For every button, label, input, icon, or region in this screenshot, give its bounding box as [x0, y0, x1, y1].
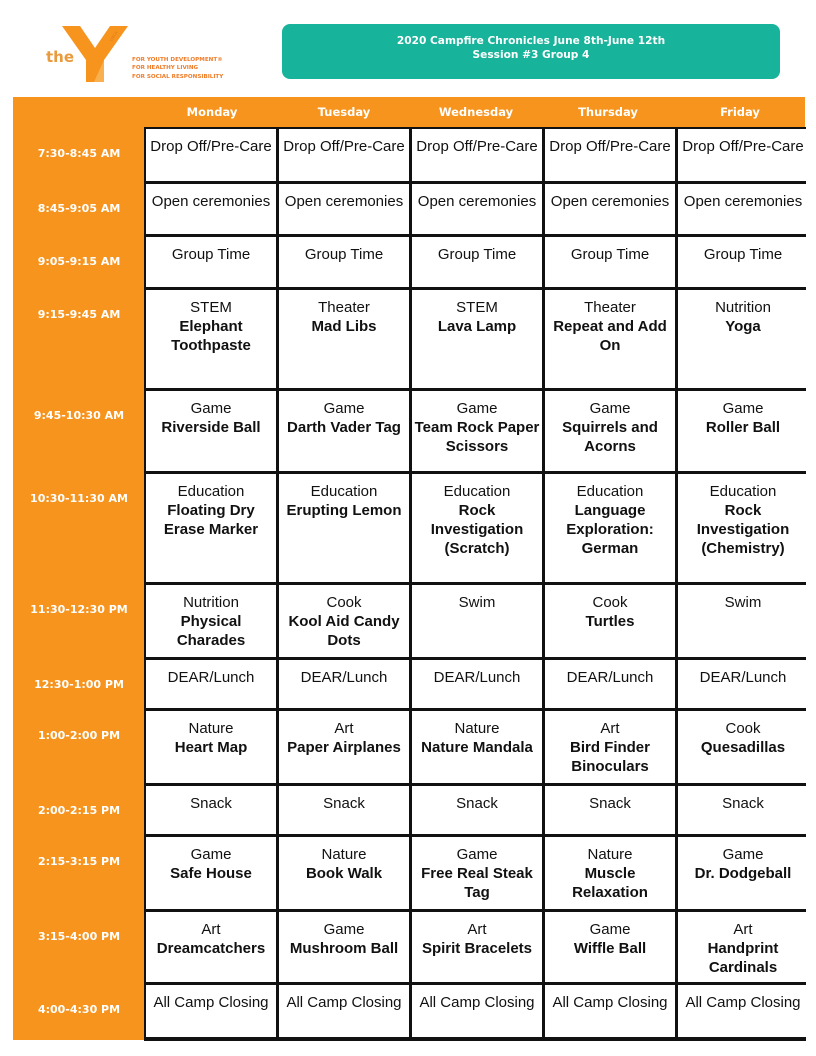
time-slot-label: 2:00-2:15 PM — [37, 804, 121, 817]
schedule-cell — [545, 391, 675, 471]
activity-category: Swim — [724, 594, 762, 611]
activity-category: Snack — [190, 795, 232, 812]
activity-name: Kool Aid Candy Dots — [288, 613, 400, 649]
day-header-thursday: Thursday — [578, 105, 638, 119]
schedule-cell — [678, 391, 808, 471]
schedule-cell — [545, 129, 675, 181]
schedule-cell — [545, 184, 675, 234]
activity-category: Nature — [454, 720, 500, 737]
schedule-cell — [412, 912, 542, 982]
schedule-cell — [412, 786, 542, 834]
schedule-cell — [412, 290, 542, 388]
activity-category: Group Time — [171, 246, 251, 263]
activity-category: DEAR/Lunch — [699, 669, 787, 686]
schedule-cell — [279, 912, 409, 982]
schedule-cell — [412, 585, 542, 657]
schedule-cell — [545, 837, 675, 909]
activity-name: Nature Mandala — [421, 739, 533, 756]
activity-category: Drop Off/Pre-Care — [549, 138, 671, 155]
banner-title: 2020 Campfire Chronicles June 8th-June 12th — [396, 35, 666, 47]
activity-name: Safe House — [170, 865, 252, 882]
schedule-cell — [678, 985, 808, 1037]
day-header-wednesday: Wednesday — [438, 105, 514, 119]
activity-category: Open ceremonies — [284, 193, 404, 210]
activity-category: Art — [733, 921, 753, 938]
activity-category: Education — [443, 483, 511, 500]
activity-name: Quesadillas — [700, 739, 786, 756]
activity-category: Open ceremonies — [550, 193, 670, 210]
activity-category: Game — [722, 846, 764, 863]
schedule-cell — [678, 585, 808, 657]
activity-category: Cook — [592, 594, 628, 611]
activity-name: Rock Investigation (Chemistry) — [696, 502, 790, 557]
schedule-cell — [545, 912, 675, 982]
activity-name: Spirit Bracelets — [421, 940, 533, 957]
activity-name: Mushroom Ball — [289, 940, 399, 957]
activity-category: Education — [576, 483, 644, 500]
activity-name: Handprint Cardinals — [707, 940, 779, 976]
activity-category: Game — [589, 921, 631, 938]
schedule-cell — [678, 660, 808, 708]
activity-category: Snack — [456, 795, 498, 812]
activity-category: Education — [709, 483, 777, 500]
activity-category: Cook — [326, 594, 362, 611]
schedule-cell — [545, 711, 675, 783]
activity-category: Game — [323, 400, 365, 417]
schedule-cell — [279, 711, 409, 783]
activity-category: All Camp Closing — [153, 994, 269, 1011]
time-slot-label: 1:00-2:00 PM — [37, 729, 121, 742]
activity-name: Turtles — [585, 613, 635, 630]
activity-name: Lava Lamp — [437, 318, 517, 335]
activity-category: Theater — [584, 299, 636, 316]
activity-name: Elephant Toothpaste — [171, 318, 251, 354]
schedule-cell — [146, 237, 276, 287]
activity-category: Art — [467, 921, 487, 938]
activity-name: Squirrels and Acorns — [562, 419, 658, 455]
schedule-cell — [279, 786, 409, 834]
banner-subtitle: Session #3 Group 4 — [472, 49, 590, 61]
activity-name: Roller Ball — [705, 419, 781, 436]
schedule-cell — [678, 184, 808, 234]
schedule-cell — [279, 585, 409, 657]
title-banner — [282, 24, 780, 79]
schedule-cell — [678, 912, 808, 982]
time-slot-label: 11:30-12:30 PM — [30, 603, 128, 616]
activity-name: Heart Map — [174, 739, 248, 756]
time-slot-label: 12:30-1:00 PM — [34, 678, 124, 691]
activity-name: Bird Finder Binoculars — [569, 739, 650, 775]
activity-category: Game — [589, 400, 631, 417]
schedule-cell — [412, 660, 542, 708]
schedule-cell — [146, 912, 276, 982]
activity-category: Game — [722, 400, 764, 417]
schedule-cell — [146, 985, 276, 1037]
time-slot-label: 4:00-4:30 PM — [37, 1003, 121, 1016]
time-slot-label: 9:05-9:15 AM — [37, 255, 121, 268]
activity-name: Rock Investigation (Scratch) — [430, 502, 524, 557]
schedule-cell — [412, 237, 542, 287]
schedule-cell — [412, 985, 542, 1037]
time-slot-label: 9:15-9:45 AM — [37, 308, 121, 321]
activity-name: Paper Airplanes — [287, 739, 401, 756]
schedule-cell — [678, 474, 808, 582]
schedule-cell — [678, 786, 808, 834]
activity-category: DEAR/Lunch — [300, 669, 388, 686]
schedule-cell — [545, 585, 675, 657]
activity-category: Snack — [589, 795, 631, 812]
activity-name: Mad Libs — [311, 318, 377, 335]
activity-category: Nature — [587, 846, 633, 863]
activity-category: Nature — [321, 846, 367, 863]
activity-category: Nature — [188, 720, 234, 737]
activity-name: Dreamcatchers — [156, 940, 266, 957]
schedule-cell — [146, 837, 276, 909]
ymca-y-icon — [60, 24, 130, 84]
schedule-cell — [412, 129, 542, 181]
schedule-cell — [279, 237, 409, 287]
schedule-cell — [678, 129, 808, 181]
day-header-monday: Monday — [186, 105, 238, 119]
time-slot-label: 7:30-8:45 AM — [37, 147, 121, 160]
activity-name: Riverside Ball — [161, 419, 261, 436]
activity-category: Group Time — [703, 246, 783, 263]
activity-category: Nutrition — [183, 594, 239, 611]
schedule-cell — [279, 985, 409, 1037]
activity-category: Drop Off/Pre-Care — [682, 138, 804, 155]
schedule-cell — [146, 660, 276, 708]
schedule-cell — [279, 474, 409, 582]
schedule-cell — [146, 474, 276, 582]
schedule-cell — [146, 711, 276, 783]
schedule-cell — [412, 711, 542, 783]
schedule-cell — [146, 585, 276, 657]
activity-category: Theater — [318, 299, 370, 316]
logo-the-text: the — [46, 48, 75, 66]
activity-category: Cook — [725, 720, 761, 737]
activity-name: Muscle Relaxation — [572, 865, 648, 901]
schedule-cell — [279, 290, 409, 388]
activity-name: Repeat and Add On — [553, 318, 667, 354]
activity-name: Erupting Lemon — [286, 502, 402, 519]
activity-category: Nutrition — [715, 299, 771, 316]
activity-category: Game — [190, 846, 232, 863]
activity-name: Darth Vader Tag — [287, 419, 401, 436]
schedule-cell — [412, 474, 542, 582]
logo-tagline — [132, 56, 223, 81]
schedule-cell — [545, 985, 675, 1037]
day-header-tuesday: Tuesday — [317, 105, 371, 119]
activity-category: Art — [334, 720, 354, 737]
activity-category: Open ceremonies — [417, 193, 537, 210]
schedule-cell — [678, 711, 808, 783]
activity-category: Game — [456, 400, 498, 417]
schedule-grid — [144, 127, 806, 1041]
activity-category: Drop Off/Pre-Care — [150, 138, 272, 155]
activity-name: Yoga — [725, 318, 761, 335]
activity-category: Education — [177, 483, 245, 500]
schedule-cell — [279, 129, 409, 181]
activity-category: Game — [190, 400, 232, 417]
schedule-cell — [678, 237, 808, 287]
schedule-cell — [545, 660, 675, 708]
schedule-cell — [545, 786, 675, 834]
schedule-cell — [279, 184, 409, 234]
activity-category: DEAR/Lunch — [167, 669, 255, 686]
activity-category: Group Time — [570, 246, 650, 263]
schedule-cell — [678, 837, 808, 909]
schedule-cell — [279, 391, 409, 471]
ymca-logo — [38, 22, 238, 86]
activity-category: Drop Off/Pre-Care — [283, 138, 405, 155]
activity-name: Dr. Dodgeball — [694, 865, 792, 882]
activity-category: Open ceremonies — [151, 193, 271, 210]
schedule-cell — [412, 391, 542, 471]
activity-category: Art — [201, 921, 221, 938]
activity-category: Game — [323, 921, 365, 938]
activity-category: All Camp Closing — [419, 994, 535, 1011]
activity-category: Group Time — [437, 246, 517, 263]
day-header-friday: Friday — [720, 105, 760, 119]
tagline-line-2: FOR HEALTHY LIVING — [132, 65, 199, 72]
activity-category: All Camp Closing — [552, 994, 668, 1011]
schedule-cell — [146, 391, 276, 471]
activity-name: Wiffle Ball — [573, 940, 647, 957]
tagline-line-1: FOR YOUTH DEVELOPMENT® — [132, 57, 223, 63]
activity-category: STEM — [456, 299, 498, 316]
activity-category: All Camp Closing — [685, 994, 801, 1011]
schedule-cell — [545, 474, 675, 582]
time-slot-label: 2:15-3:15 PM — [37, 855, 121, 868]
schedule-cell — [412, 837, 542, 909]
activity-category: Art — [600, 720, 620, 737]
activity-name: Team Rock Paper Scissors — [414, 419, 540, 455]
activity-category: Snack — [323, 795, 365, 812]
time-slot-label: 3:15-4:00 PM — [37, 930, 121, 943]
activity-category: DEAR/Lunch — [566, 669, 654, 686]
activity-category: Drop Off/Pre-Care — [416, 138, 538, 155]
schedule-cell — [279, 837, 409, 909]
schedule-cell — [146, 786, 276, 834]
schedule-cell — [146, 129, 276, 181]
tagline-line-3: FOR SOCIAL RESPONSIBILITY — [132, 73, 224, 80]
activity-name: Floating Dry Erase Marker — [163, 502, 259, 538]
activity-category: Group Time — [304, 246, 384, 263]
schedule-cell — [146, 290, 276, 388]
activity-name: Free Real Steak Tag — [421, 865, 533, 901]
time-slot-label: 10:30-11:30 AM — [30, 492, 128, 505]
schedule-cell — [545, 237, 675, 287]
activity-name: Physical Charades — [176, 613, 246, 649]
activity-category: All Camp Closing — [286, 994, 402, 1011]
schedule-cell — [279, 660, 409, 708]
activity-category: Education — [310, 483, 378, 500]
schedule-cell — [412, 184, 542, 234]
schedule-cell — [545, 290, 675, 388]
logo-ymca-small: YMCA — [108, 30, 119, 43]
schedule-cell — [678, 290, 808, 388]
activity-category: Snack — [722, 795, 764, 812]
activity-category: Swim — [458, 594, 496, 611]
activity-category: DEAR/Lunch — [433, 669, 521, 686]
time-slot-label: 9:45-10:30 AM — [33, 409, 125, 422]
activity-category: STEM — [190, 299, 232, 316]
activity-category: Open ceremonies — [683, 193, 803, 210]
activity-name: Book Walk — [305, 865, 383, 882]
time-slot-label: 8:45-9:05 AM — [37, 202, 121, 215]
schedule-cell — [146, 184, 276, 234]
activity-name: Language Exploration: German — [566, 502, 654, 557]
activity-category: Game — [456, 846, 498, 863]
